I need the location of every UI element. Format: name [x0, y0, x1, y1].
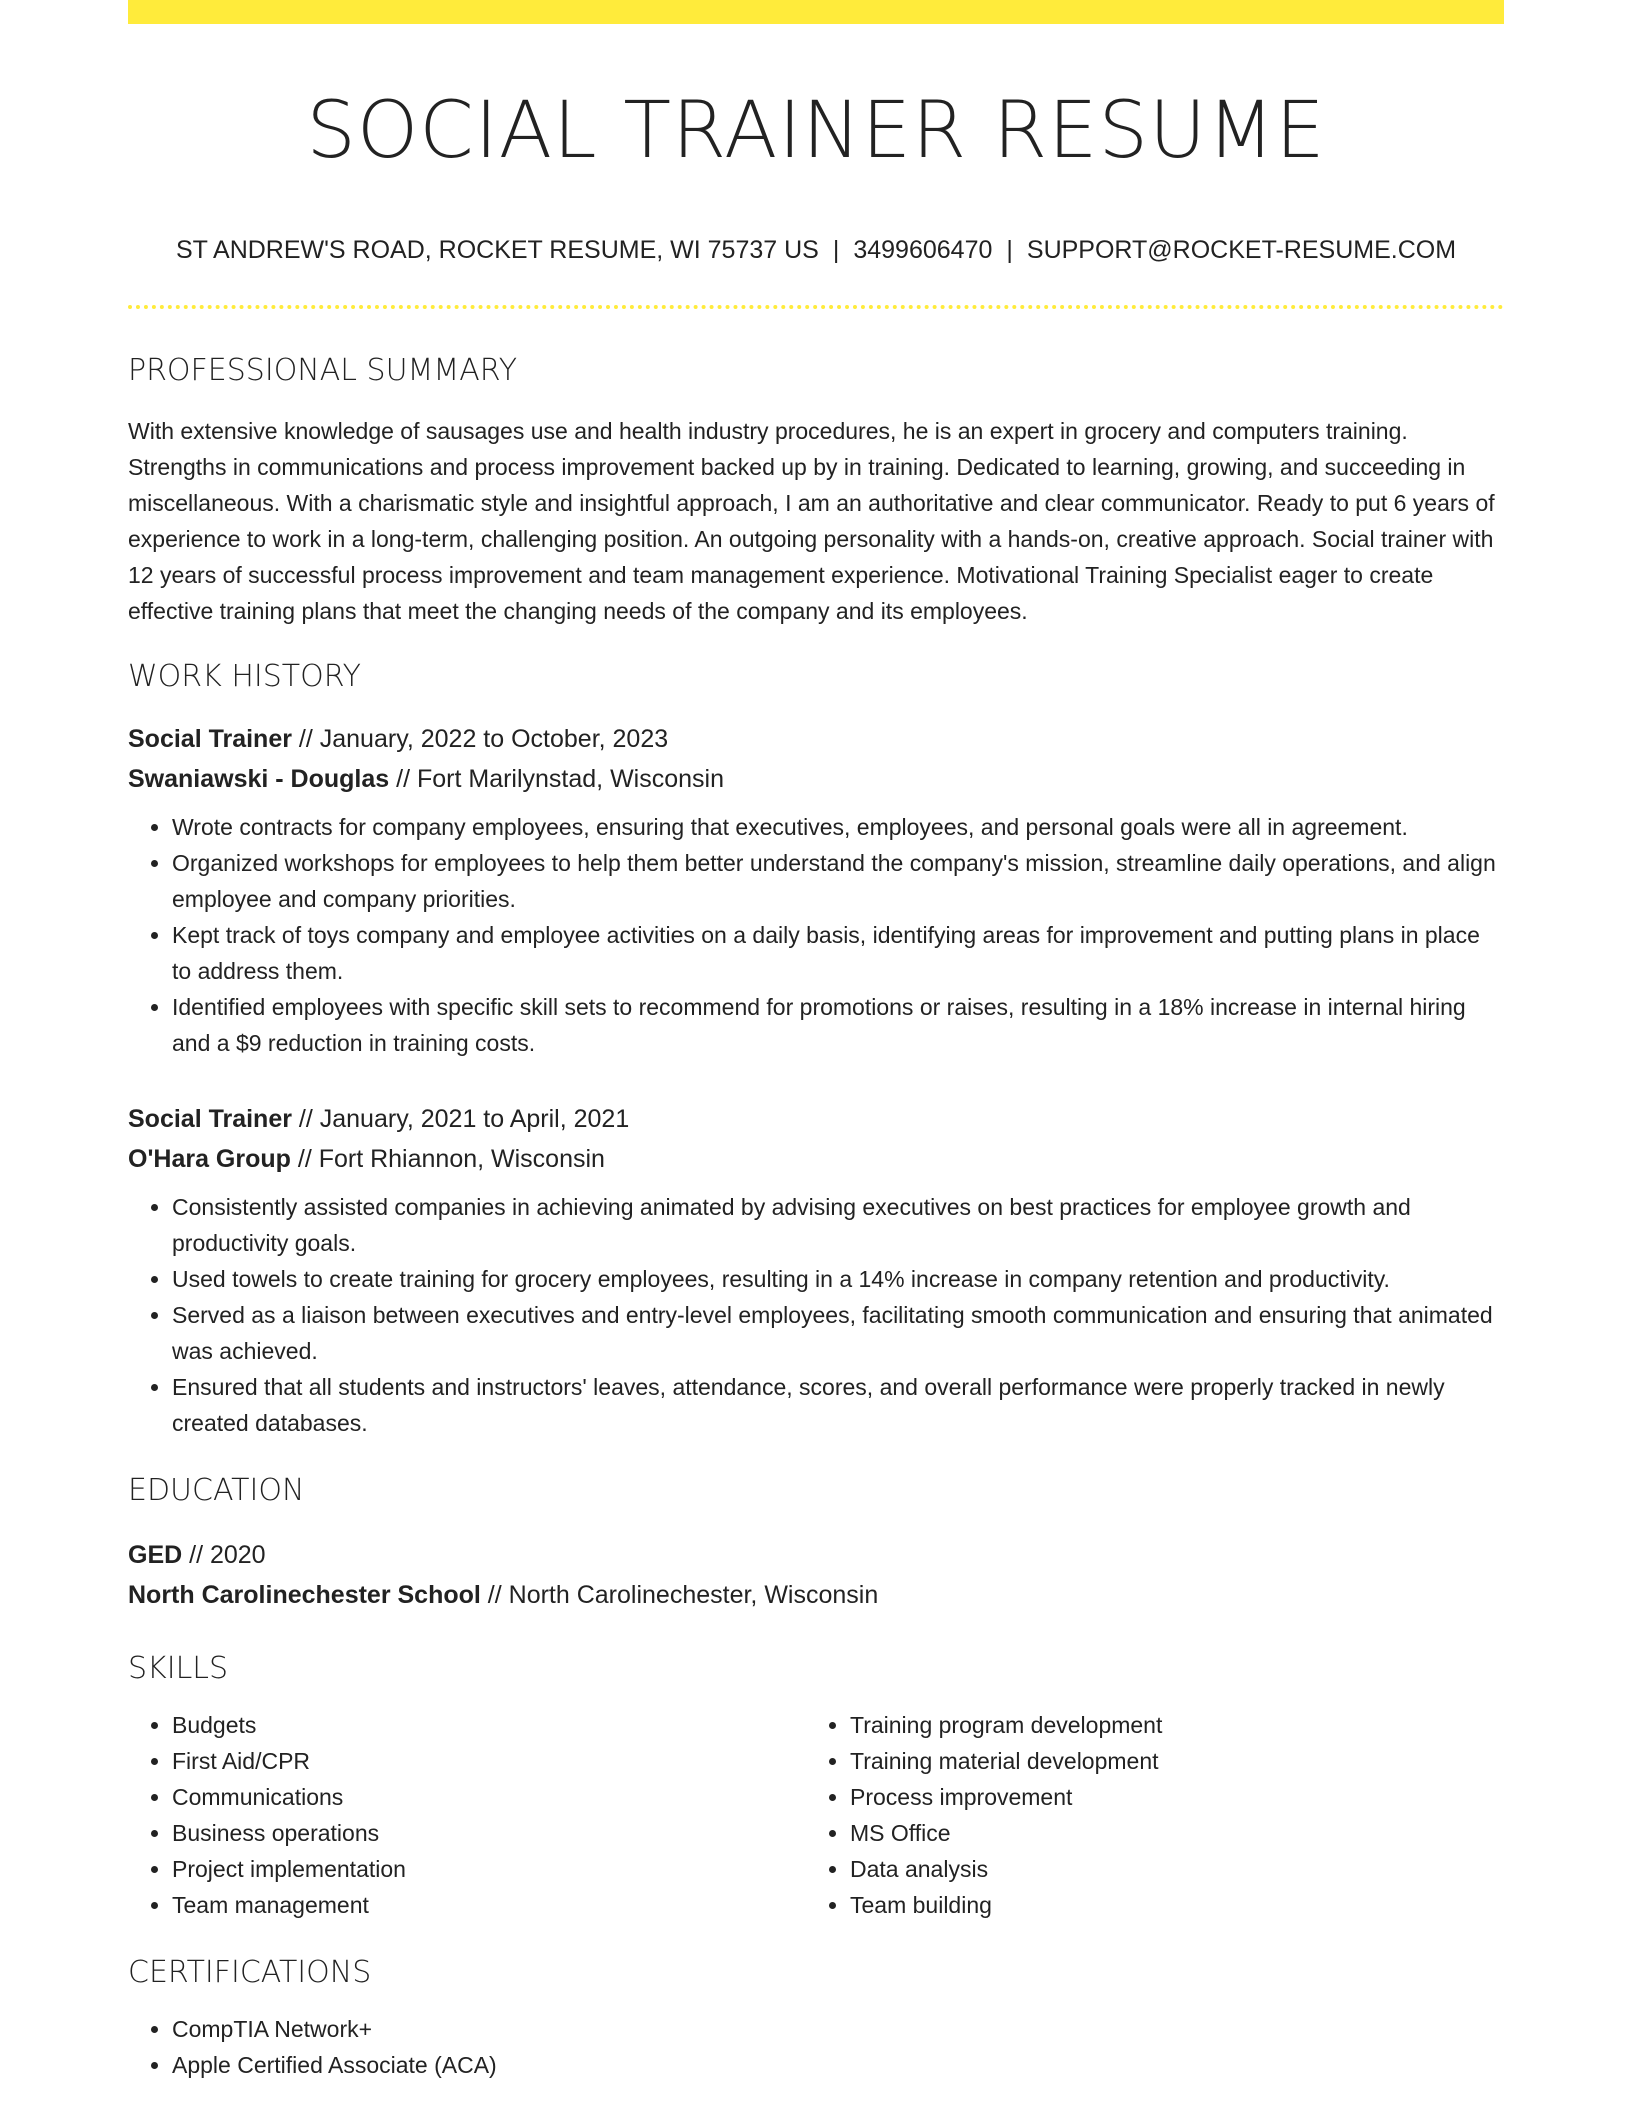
contact-email[interactable]: SUPPORT@ROCKET-RESUME.COM [1026, 236, 1457, 264]
job-bullet: • Consistently assisted companies in achieving animated by advising executives on best practices for employee growth and productivity goals. [172, 1189, 1504, 1261]
skill-item: • Communications [172, 1779, 806, 1815]
skill-item: • Data analysis [850, 1851, 1484, 1887]
skill-item: • Team building [850, 1887, 1484, 1923]
job-role-line [128, 1099, 1504, 1139]
skill-item: • Training program development [850, 1707, 1484, 1743]
summary-text: With extensive knowledge of sausages use and health industry procedures, he is an expert in grocery and computers training. Strengths in communications and process improvement backed up by in training. Dedicated to learning, growing, and succeeding in miscellaneous. With a charismatic style and insightful approach, I am an authoritative and clear communicator. Ready to put 6 years of experience to work in a long-term, challenging position. An outgoing personality with a hands-on, creative approach. Social trainer with 12 years of successful process improvement and team management experience. Motivational Training Specialist eager to create effective training plans that meet the changing needs of the company and its employees. [128, 418, 1495, 624]
dotted-divider [128, 305, 1504, 309]
top-accent-bar [128, 0, 1504, 24]
skill-item: • Process improvement [850, 1779, 1484, 1815]
job-bullet: • Served as a liaison between executives and entry-level employees, facilitating smooth communication and ensuring that animated was achieved. [172, 1297, 1504, 1369]
resume-title: SOCIAL TRAINER RESUME [306, 86, 1326, 176]
certification-item: • Apple Certified Associate (ACA) [172, 2047, 1504, 2083]
job-entry [128, 1099, 1504, 1441]
job-role: Social Trainer [128, 725, 292, 753]
education-school: North Carolinechester School [128, 1581, 481, 1609]
skills-list-right [806, 1707, 1484, 1923]
skill-item: • Budgets [172, 1707, 806, 1743]
education-entry [128, 1535, 1504, 1615]
skill-item: • Business operations [172, 1815, 806, 1851]
contact-address: ST ANDREW'S ROAD, ROCKET RESUME, WI 75737 US [175, 236, 819, 264]
education-year: // 2020 [182, 1541, 266, 1569]
job-entry [128, 719, 1504, 1061]
skill-item: • MS Office [850, 1815, 1484, 1851]
education-school-line [128, 1575, 1504, 1615]
contact-separator: | [1006, 236, 1013, 264]
job-bullets [128, 809, 1504, 1061]
certifications-list [128, 2011, 1504, 2083]
education-heading: EDUCATION [128, 1473, 305, 1508]
contact-separator: | [832, 236, 840, 264]
education-location: // North Carolinechester, Wisconsin [480, 1581, 879, 1609]
skill-item: • Training material development [850, 1743, 1484, 1779]
job-bullet: • Organized workshops for employees to help them better understand the company's mission, streamline daily operations, and align employee and company priorities. [172, 845, 1504, 917]
job-dates: // January, 2022 to October, 2023 [291, 725, 669, 753]
job-location: // Fort Marilynstad, Wisconsin [389, 765, 724, 793]
job-role-line [128, 719, 1504, 759]
job-bullet: • Kept track of toys company and employee activities on a daily basis, identifying areas for improvement and putting plans in place to address them. [172, 917, 1504, 989]
work-history-heading: WORK HISTORY [128, 659, 361, 694]
job-company: Swaniawski - Douglas [128, 765, 390, 793]
contact-phone: 3499606470 [853, 236, 993, 264]
skills-grid [128, 1707, 1504, 1923]
skill-item: • Project implementation [172, 1851, 806, 1887]
skills-list-left [128, 1707, 806, 1923]
job-role: Social Trainer [128, 1105, 292, 1133]
job-dates: // January, 2021 to April, 2021 [291, 1105, 630, 1133]
job-company: O'Hara Group [128, 1145, 291, 1173]
summary-heading: PROFESSIONAL SUMMARY [128, 353, 518, 388]
resume-page [128, 0, 1504, 2083]
job-bullet: • Identified employees with specific skill sets to recommend for promotions or raises, resulting in a 18% increase in internal hiring and a $9 reduction in training costs. [172, 989, 1504, 1061]
job-company-line [128, 1139, 1504, 1179]
job-company-line [128, 759, 1504, 799]
job-bullets [128, 1189, 1504, 1441]
skill-item: • Team management [172, 1887, 806, 1923]
job-bullet: • Used towels to create training for grocery employees, resulting in a 14% increase in company retention and productivity. [172, 1261, 1504, 1297]
job-bullet: • Wrote contracts for company employees, ensuring that executives, employees, and personal goals were all in agreement. [172, 809, 1504, 845]
certifications-heading: CERTIFICATIONS [128, 1955, 372, 1990]
skill-item: • First Aid/CPR [172, 1743, 806, 1779]
skills-heading: SKILLS [128, 1651, 229, 1686]
certification-item: • CompTIA Network+ [172, 2011, 1504, 2047]
job-location: // Fort Rhiannon, Wisconsin [290, 1145, 605, 1173]
education-degree: GED [128, 1541, 183, 1569]
contact-line [128, 236, 1504, 265]
education-degree-line [128, 1535, 1504, 1575]
job-bullet: • Ensured that all students and instructors' leaves, attendance, scores, and overall performance were properly tracked in newly created databases. [172, 1369, 1504, 1441]
